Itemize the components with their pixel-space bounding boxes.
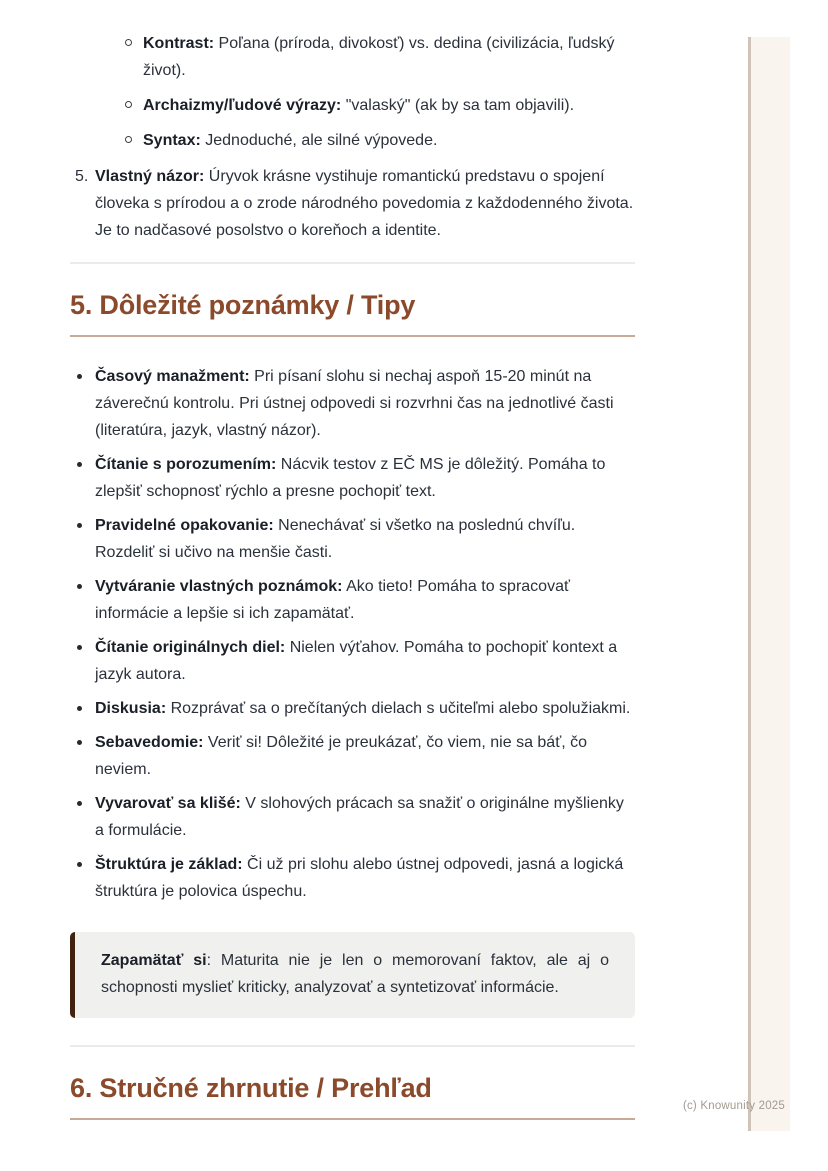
item-label: Vlastný názor: [95, 168, 205, 185]
list-item [70, 451, 635, 505]
open-circle-bullet-icon [125, 39, 132, 46]
item-text: Nielen výťahov. Pomáha to pochopiť kontext a jazyk autora. [95, 639, 618, 683]
content-column [70, 30, 635, 1120]
item-label: Časový manažment: [95, 368, 250, 385]
item-label: Pravidelné opakovanie: [95, 517, 274, 534]
item-text: Rozprávať sa o prečítaných dielach s učiteľmi alebo spolužiakmi. [166, 700, 631, 717]
sub-bullet-list [125, 30, 635, 154]
bullet-icon [77, 462, 82, 467]
bullet-icon [77, 584, 82, 589]
section-divider [70, 1045, 635, 1047]
section-divider [70, 262, 635, 264]
callout-box [70, 932, 635, 1018]
page-edge-stripe [748, 37, 790, 1131]
bullet-icon [77, 862, 82, 867]
item-label: Sebavedomie: [95, 734, 204, 751]
item-text: Pri písaní slohu si nechaj aspoň 15-20 minút na záverečnú kontrolu. Pri ústnej odpovedi si rozvrhni čas na jednotlivé časti (literatúra, jazyk, vlastný názor). [95, 368, 614, 439]
item-label: Diskusia: [95, 700, 167, 717]
item-label: Kontrast: [143, 35, 215, 52]
bullet-icon [77, 801, 82, 806]
item-label: Štruktúra je základ: [95, 856, 243, 873]
item-text: Poľana (príroda, divokosť) vs. dedina (civilizácia, ľudský život). [143, 35, 615, 79]
callout-text: : Maturita nie je len o memorovaní faktov, ale aj o schopnosti myslieť kriticky, analyzovať a syntetizovať informácie. [101, 952, 609, 996]
sub-bullet-item [125, 30, 635, 84]
item-number: 5. [75, 168, 89, 185]
list-item [70, 695, 635, 722]
list-item [70, 634, 635, 688]
list-item [70, 573, 635, 627]
item-text: Veriť si! Dôležité je preukázať, čo viem, nie sa báť, čo neviem. [95, 734, 587, 778]
item-text: Nenechávať si všetko na poslednú chvíľu. Rozdeliť si učivo na menšie časti. [95, 517, 576, 561]
list-item [70, 790, 635, 844]
numbered-item [70, 163, 635, 244]
item-text: Nácvik testov z EČ MS je dôležitý. Pomáha to zlepšiť schopnosť rýchlo a presne pochopiť text. [95, 456, 606, 500]
bullet-icon [77, 645, 82, 650]
open-circle-bullet-icon [125, 101, 132, 108]
sub-bullet-item [125, 127, 635, 154]
list-item [70, 363, 635, 444]
bullet-icon [77, 740, 82, 745]
item-label: Vyvarovať sa klišé: [95, 795, 241, 812]
item-text: Jednoduché, ale silné výpovede. [200, 132, 438, 149]
sub-bullet-item [125, 92, 635, 119]
list-item [70, 512, 635, 566]
item-text: Úryvok krásne vystihuje romantickú predstavu o spojení človeka s prírodou a o zrode národného povedomia z každodenného života. Je to nadčasové posolstvo o koreňoch a identite. [95, 168, 634, 239]
item-text: V slohových prácach sa snažiť o originálne myšlienky a formulácie. [95, 795, 624, 839]
section-heading-summary: 6. Stručné zhrnutie / Prehľad [70, 1073, 432, 1103]
heading-underline [70, 1118, 635, 1120]
list-item [70, 851, 635, 905]
item-text: Ako tieto! Pomáha to spracovať informácie a lepšie si ich zapamätať. [95, 578, 570, 622]
callout-label: Zapamätať si [101, 952, 207, 969]
tips-list [70, 363, 635, 905]
item-label: Čítanie s porozumením: [95, 456, 277, 473]
bullet-icon [77, 523, 82, 528]
copyright-footer: (c) Knowunity 2025 [682, 1100, 785, 1112]
bullet-icon [77, 706, 82, 711]
heading-underline [70, 335, 635, 337]
item-label: Vytváranie vlastných poznámok: [95, 578, 343, 595]
item-label: Archaizmy/ľudové výrazy: [143, 97, 342, 114]
item-text: Či už pri slohu alebo ústnej odpovedi, jasná a logická štruktúra je polovica úspechu. [95, 856, 624, 900]
list-item [70, 729, 635, 783]
bullet-icon [77, 374, 82, 379]
item-label: Čítanie originálnych diel: [95, 639, 286, 656]
open-circle-bullet-icon [125, 136, 132, 143]
item-text: "valaský" (ak by sa tam objavili). [341, 97, 575, 114]
section-heading-tips: 5. Dôležité poznámky / Tipy [70, 290, 416, 320]
item-label: Syntax: [143, 132, 201, 149]
